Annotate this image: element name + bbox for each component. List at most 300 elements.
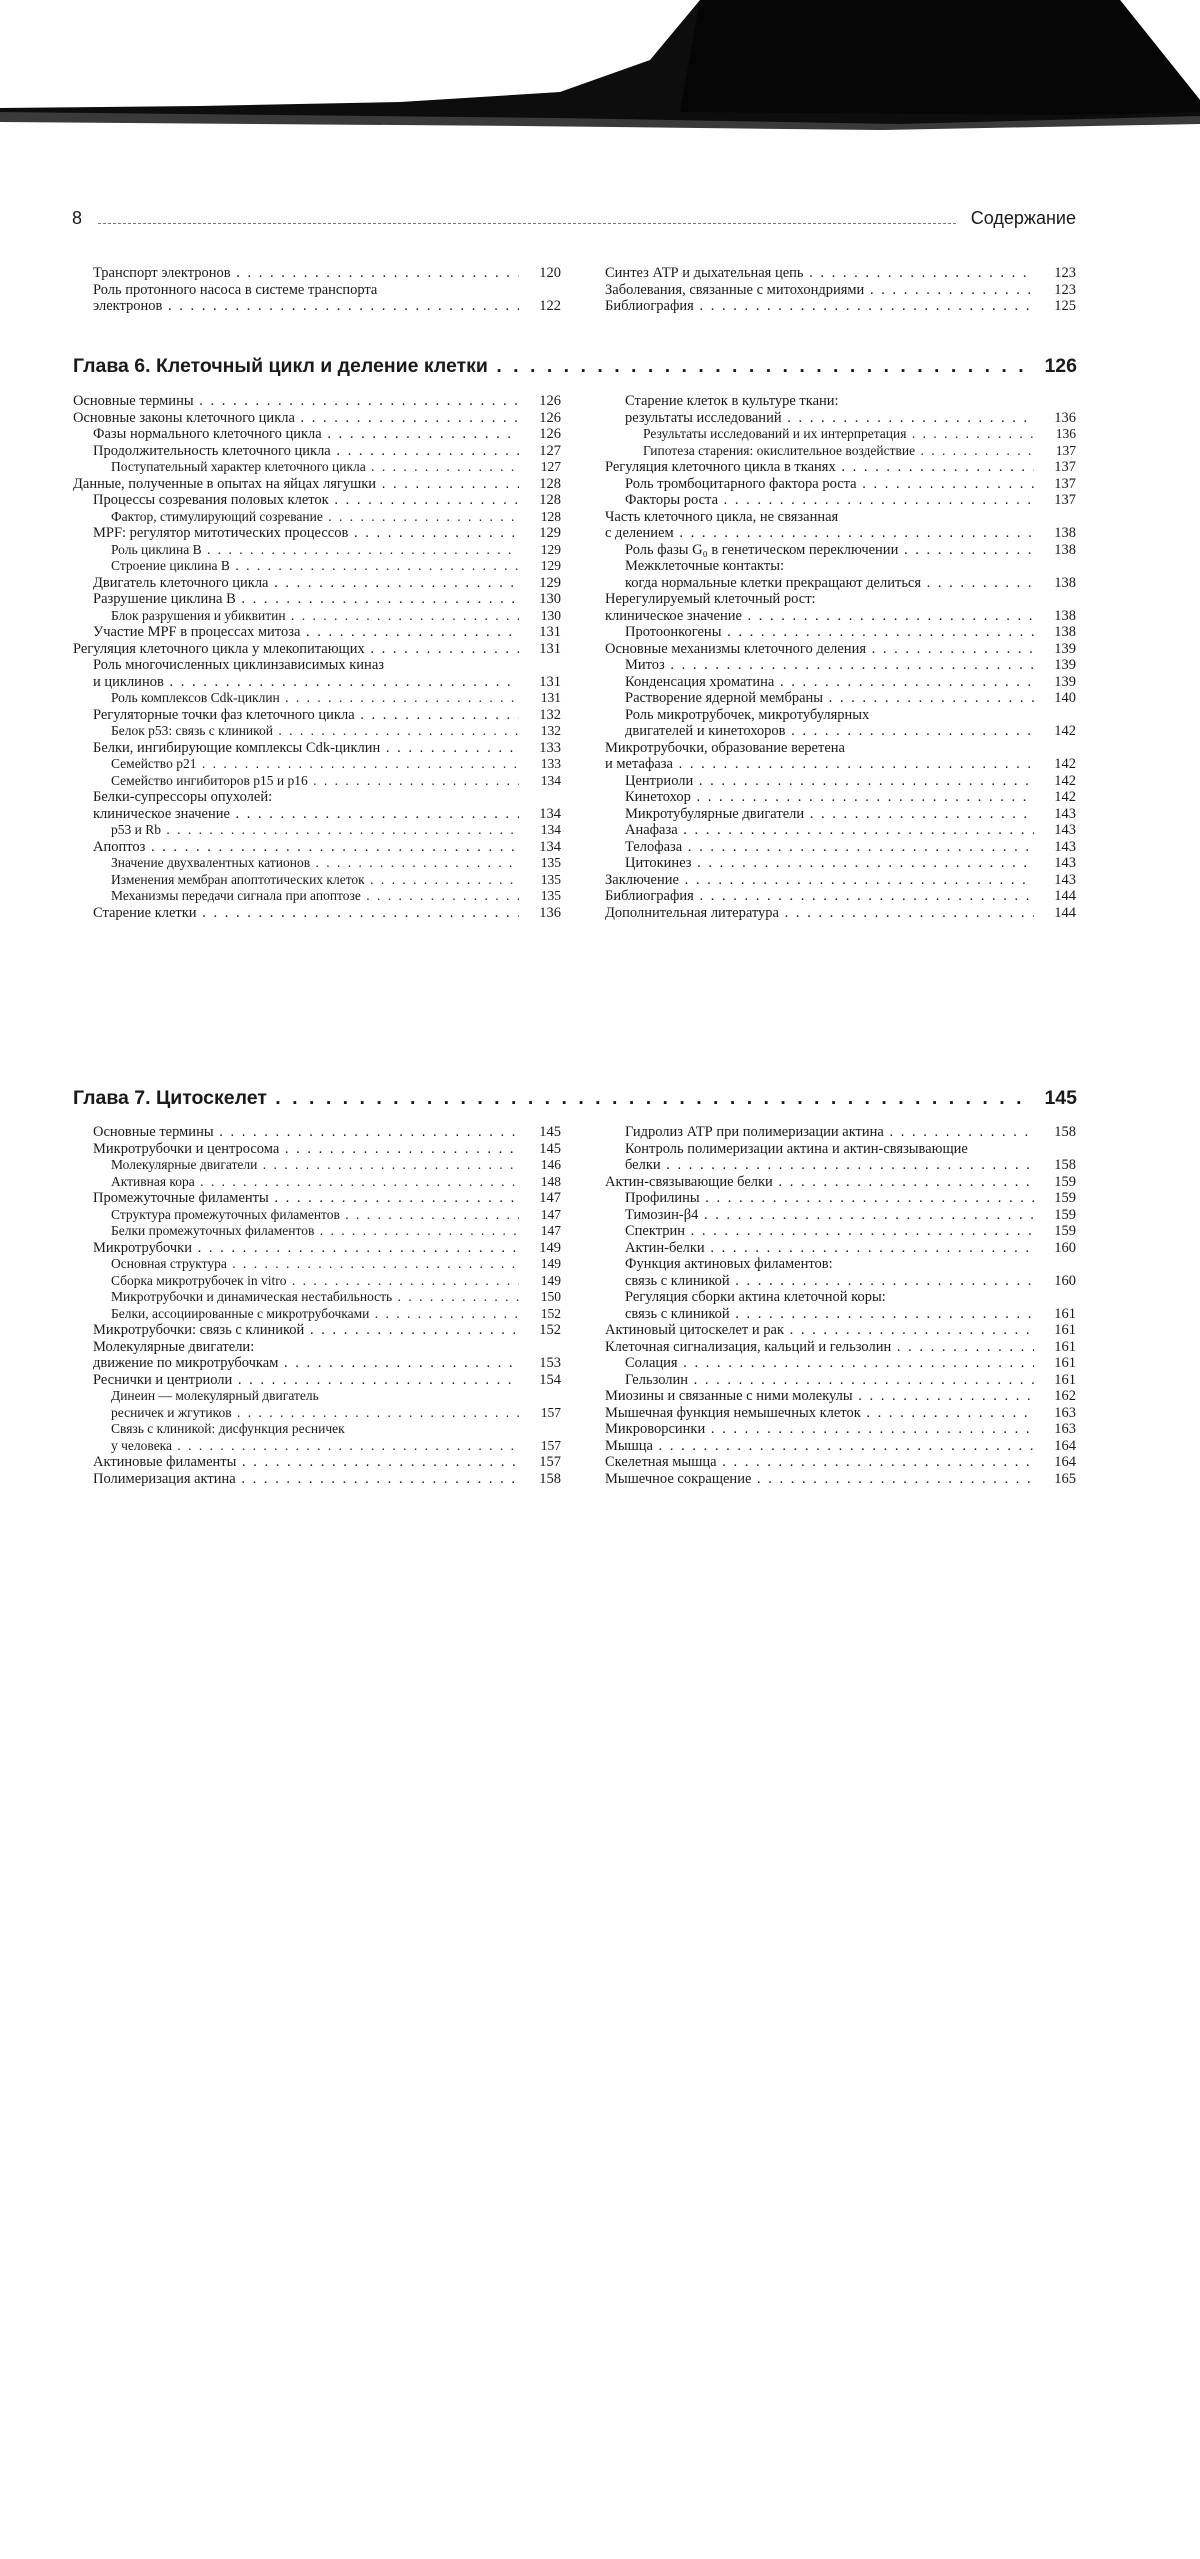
toc-entry-title: Библиография . . .: [605, 888, 1034, 905]
toc-entry-page: 159: [1036, 1174, 1076, 1191]
toc-entry-page: 157: [521, 1438, 561, 1455]
toc-entry-page: 164: [1036, 1438, 1076, 1455]
toc-entry-page: 144: [1036, 888, 1076, 905]
toc-entry[interactable]: [73, 888, 561, 905]
toc-entry-page: 133: [521, 756, 561, 773]
toc-entry-title: Мышечное сокращение . . .: [605, 1471, 1034, 1488]
toc-entry-page: 160: [1036, 1273, 1076, 1290]
toc-entry-title: Микротубулярные двигатели . . .: [625, 806, 1034, 823]
toc-entry-title: Межклеточные контакты:: [625, 558, 784, 574]
toc-entry-page: 157: [521, 1454, 561, 1471]
toc-entry-title: Протоонкогены . . .: [625, 624, 1034, 641]
toc-entry-title: клиническое значение . . .: [93, 806, 519, 823]
toc-entry-page: 128: [521, 509, 561, 526]
toc-entry-page: 142: [1036, 723, 1076, 740]
toc-entry-title: Основные термины . . .: [73, 393, 519, 410]
toc-entry[interactable]: [605, 756, 1076, 773]
toc-entry-title: Функция актиновых филаментов:: [625, 1256, 833, 1272]
toc-entry-title: Результаты исследований и их интерпретация . . .: [643, 426, 1034, 443]
toc-entry-title: Белок р53: связь с клиникой . . .: [111, 723, 519, 740]
toc-entry-page: 131: [521, 624, 561, 641]
toc-entry-title: Мышечная функция немышечных клеток . . .: [605, 1405, 1034, 1422]
toc-entry-page: 158: [521, 1471, 561, 1488]
toc-entry-page: 149: [521, 1273, 561, 1290]
toc-entry-title: у человека . . .: [111, 1438, 519, 1455]
chapter-title: Глава 6. Клеточный цикл и деление клетки . . .: [73, 355, 1025, 378]
toc-entry[interactable]: [73, 1372, 561, 1389]
toc-entry-page: 148: [521, 1174, 561, 1191]
toc-entry-page: 139: [1036, 641, 1076, 658]
toc-entry[interactable]: [605, 1388, 1076, 1405]
toc-entry: [73, 1339, 561, 1356]
toc-entry[interactable]: [605, 1157, 1076, 1174]
toc-entry-title: Телофаза . . .: [625, 839, 1034, 856]
running-title: Содержание: [970, 208, 1076, 228]
toc-entry[interactable]: [605, 674, 1076, 691]
toc-entry-page: 159: [1036, 1223, 1076, 1240]
toc-entry[interactable]: [605, 542, 1076, 559]
toc-entry-page: 131: [521, 690, 561, 707]
toc-entry[interactable]: [73, 1223, 561, 1240]
toc-entry[interactable]: [73, 393, 561, 410]
toc-entry-page: 136: [521, 905, 561, 922]
toc-entry[interactable]: [605, 657, 1076, 674]
toc-entry-title: Промежуточные филаменты . . .: [93, 1190, 519, 1207]
toc-entry[interactable]: [605, 459, 1076, 476]
toc-entry[interactable]: [73, 723, 561, 740]
toc-entry-title: Актин-белки . . .: [625, 1240, 1034, 1257]
toc-entry-page: 152: [521, 1322, 561, 1339]
toc-entry[interactable]: [73, 509, 561, 526]
toc-entry[interactable]: [73, 1471, 561, 1488]
toc-entry[interactable]: [605, 492, 1076, 509]
toc-entry-page: 134: [521, 822, 561, 839]
toc-entry[interactable]: [605, 1454, 1076, 1471]
toc-entry[interactable]: [73, 839, 561, 856]
toc-entry[interactable]: [73, 1273, 561, 1290]
toc-entry-title: Профилины . . .: [625, 1190, 1034, 1207]
toc-entry[interactable]: [605, 1174, 1076, 1191]
toc-entry[interactable]: [605, 476, 1076, 493]
toc-entry-page: 143: [1036, 839, 1076, 856]
toc-entry-title: Роль протонного насоса в системе транспорта: [93, 281, 378, 298]
toc-entry-page: 154: [521, 1372, 561, 1389]
toc-entry-title: Процессы созревания половых клеток . . .: [93, 492, 519, 509]
toc-entry[interactable]: [73, 1289, 561, 1306]
toc-entry-title: Основные законы клеточного цикла . . .: [73, 410, 519, 427]
header-rule: [98, 223, 956, 224]
toc-entry-title: Роль микротрубочек, микротубулярных: [625, 706, 870, 723]
toc-entry-title: Регуляция клеточного цикла в тканях . . .: [605, 459, 1034, 476]
toc-entry[interactable]: [73, 872, 561, 889]
toc-entry-title: Часть клеточного цикла, не связанная: [605, 508, 839, 525]
toc-entry: [605, 1256, 1076, 1273]
chapter-heading[interactable]: [73, 355, 1077, 381]
toc-entry-page: 135: [521, 888, 561, 905]
toc-entry-page: 135: [521, 855, 561, 872]
toc-entry[interactable]: [73, 1174, 561, 1191]
toc-entry[interactable]: [73, 756, 561, 773]
toc-entry[interactable]: [73, 905, 561, 922]
toc-entry-title: Миозины и связанные с ними молекулы . . .: [605, 1388, 1034, 1405]
toc-entry-title: с делением . . .: [605, 525, 1034, 542]
toc-entry-title: Молекулярные двигатели . . .: [111, 1157, 519, 1174]
toc-entry[interactable]: [605, 443, 1076, 460]
toc-entry[interactable]: [605, 1190, 1076, 1207]
toc-entry[interactable]: [73, 1256, 561, 1273]
toc-entry-page: 158: [1036, 1124, 1076, 1141]
toc-entry[interactable]: [73, 410, 561, 427]
toc-entry: [605, 558, 1076, 575]
toc-entry-title: Факторы роста . . .: [625, 492, 1034, 509]
toc-entry-page: 143: [1036, 872, 1076, 889]
toc-entry-page: 126: [521, 410, 561, 427]
toc-entry[interactable]: [73, 740, 561, 757]
toc-entry-page: 132: [521, 707, 561, 724]
toc-entry[interactable]: [73, 476, 561, 493]
toc-entry-title: двигателей и кинетохоров . . .: [625, 723, 1034, 740]
toc-entry-page: 127: [521, 459, 561, 476]
toc-entry[interactable]: [605, 410, 1076, 427]
toc-entry-page: 128: [521, 492, 561, 509]
toc-entry[interactable]: [73, 525, 561, 542]
toc-entry[interactable]: [73, 690, 561, 707]
toc-entry-page: 164: [1036, 1454, 1076, 1471]
toc-entry-page: 126: [521, 393, 561, 410]
toc-entry-title: Белки, ассоциированные с микротрубочками . . .: [111, 1306, 519, 1323]
toc-entry-title: Роль комплексов Cdk-циклин . . .: [111, 690, 519, 707]
toc-entry-title: и метафаза . . .: [605, 756, 1034, 773]
toc-entry-title: Механизмы передачи сигнала при апоптозе . . .: [111, 888, 519, 905]
toc-entry-title: Связь с клиникой: дисфункция ресничек: [111, 1421, 345, 1436]
toc-entry[interactable]: [605, 806, 1076, 823]
toc-entry-page: 161: [1036, 1322, 1076, 1339]
toc-entry[interactable]: [73, 1240, 561, 1257]
toc-entry-title: MPF: регулятор митотических процессов . . .: [93, 525, 519, 542]
toc-entry[interactable]: [605, 905, 1076, 922]
toc-entry-title: Старение клеток в культуре ткани:: [625, 393, 839, 409]
toc-entry[interactable]: [605, 1240, 1076, 1257]
toc-entry[interactable]: [73, 426, 561, 443]
toc-entry[interactable]: [73, 707, 561, 724]
toc-entry[interactable]: [605, 1405, 1076, 1422]
toc-entry[interactable]: [605, 1124, 1076, 1141]
toc-entry[interactable]: [73, 1322, 561, 1339]
toc-entry-title: результаты исследований . . .: [625, 410, 1034, 427]
toc-column-right: [605, 393, 1076, 921]
toc-entry-page: 123: [1036, 282, 1076, 299]
toc-entry[interactable]: [605, 1322, 1076, 1339]
toc-entry-title: Реснички и центриоли . . .: [93, 1372, 519, 1389]
toc-entry[interactable]: [73, 1207, 561, 1224]
toc-entry[interactable]: [73, 1141, 561, 1158]
toc-entry-page: 129: [521, 558, 561, 575]
toc-entry-page: 143: [1036, 822, 1076, 839]
toc-entry: [605, 707, 1076, 724]
toc-entry-title: Роль циклина В . . .: [111, 542, 519, 559]
toc-entry-page: 125: [1036, 298, 1076, 315]
toc-entry-page: 149: [521, 1256, 561, 1273]
toc-entry-page: 134: [521, 839, 561, 856]
toc-entry-page: 138: [1036, 608, 1076, 625]
toc-entry[interactable]: [73, 265, 561, 282]
toc-entry[interactable]: [605, 822, 1076, 839]
toc-entry-page: 120: [521, 265, 561, 282]
toc-entry-title: Участие MPF в процессах митоза . . .: [93, 624, 519, 641]
toc-entry-title: Цитокинез . . .: [625, 855, 1034, 872]
toc-entry[interactable]: [605, 773, 1076, 790]
toc-entry-title: Микроворсинки . . .: [605, 1421, 1034, 1438]
toc-entry[interactable]: [73, 1190, 561, 1207]
toc-entry: [605, 509, 1076, 526]
toc-entry-title: Микротрубочки и динамическая нестабильность . . .: [111, 1289, 519, 1306]
toc-entry-page: 161: [1036, 1306, 1076, 1323]
toc-entry[interactable]: [73, 608, 561, 625]
toc-entry-title: Старение клетки . . .: [93, 905, 519, 922]
toc-entry[interactable]: [605, 426, 1076, 443]
toc-entry[interactable]: [605, 1372, 1076, 1389]
toc-entry-page: 162: [1036, 1388, 1076, 1405]
toc-entry-page: 147: [521, 1190, 561, 1207]
toc-entry-title: электронов . . .: [93, 298, 519, 315]
toc-entry-title: Двигатель клеточного цикла . . .: [93, 575, 519, 592]
toc-entry-page: 134: [521, 773, 561, 790]
toc-entry-page: 138: [1036, 575, 1076, 592]
toc-entry[interactable]: [605, 641, 1076, 658]
toc-entry-title: Белки промежуточных филаментов . . .: [111, 1223, 519, 1240]
toc-entry: [605, 740, 1076, 757]
toc-entry-title: Регуляторные точки фаз клеточного цикла . . .: [93, 707, 519, 724]
toc-entry-page: 137: [1036, 443, 1076, 460]
toc-entry[interactable]: [605, 1355, 1076, 1372]
toc-entry: [605, 393, 1076, 410]
toc-entry[interactable]: [605, 888, 1076, 905]
toc-entry[interactable]: [73, 1355, 561, 1372]
toc-entry[interactable]: [605, 575, 1076, 592]
toc-entry-page: 130: [521, 591, 561, 608]
toc-entry-page: 146: [521, 1157, 561, 1174]
toc-entry[interactable]: [605, 298, 1076, 315]
toc-entry-page: 138: [1036, 542, 1076, 559]
toc-entry-title: Митоз . . .: [625, 657, 1034, 674]
toc-entry[interactable]: [605, 1339, 1076, 1356]
toc-entry-page: 130: [521, 608, 561, 625]
toc-entry-page: 138: [1036, 525, 1076, 542]
toc-entry-page: 136: [1036, 426, 1076, 443]
toc-entry[interactable]: [73, 641, 561, 658]
toc-entry-title: Заболевания, связанные с митохондриями . . .: [605, 282, 1034, 299]
pre-column-right: [605, 265, 1076, 315]
toc-entry[interactable]: [605, 1438, 1076, 1455]
toc-entry[interactable]: [73, 1405, 561, 1422]
toc-entry-page: 158: [1036, 1157, 1076, 1174]
toc-entry-title: Заключение . . .: [605, 872, 1034, 889]
chapter-title: Глава 7. Цитоскелет . . .: [73, 1087, 1025, 1110]
toc-entry[interactable]: [605, 525, 1076, 542]
toc-entry-title: Роль тромбоцитарного фактора роста . . .: [625, 476, 1034, 493]
toc-entry[interactable]: [73, 459, 561, 476]
toc-entry-page: 161: [1036, 1355, 1076, 1372]
toc-entry[interactable]: [73, 1306, 561, 1323]
toc-entry-title: ресничек и жгутиков . . .: [111, 1405, 519, 1422]
toc-entry-title: Апоптоз . . .: [93, 839, 519, 856]
toc-entry-page: 129: [521, 575, 561, 592]
toc-entry[interactable]: [73, 492, 561, 509]
toc-entry[interactable]: [605, 1471, 1076, 1488]
toc-entry-page: 157: [521, 1405, 561, 1422]
toc-entry-page: 132: [521, 723, 561, 740]
toc-column-left: [73, 1124, 561, 1487]
toc-entry[interactable]: [73, 855, 561, 872]
toc-entry-title: Мышца . . .: [605, 1438, 1034, 1455]
toc-entry-title: Роль многочисленных циклинзависимых киназ: [93, 657, 384, 673]
page-number: 8: [72, 208, 83, 228]
toc-entry-title: Строение циклина В . . .: [111, 558, 519, 575]
toc-entry-title: Полимеризация актина . . .: [93, 1471, 519, 1488]
toc-entry-title: Динеин — молекулярный двигатель: [111, 1388, 319, 1403]
toc-entry-page: 149: [521, 1240, 561, 1257]
toc-entry-title: Кинетохор . . .: [625, 789, 1034, 806]
toc-entry-page: 142: [1036, 789, 1076, 806]
toc-entry-title: Гельзолин . . .: [625, 1372, 1034, 1389]
toc-entry: [73, 282, 561, 299]
toc-entry-title: Сборка микротрубочек in vitro . . .: [111, 1273, 519, 1290]
chapter-heading[interactable]: [73, 1087, 1077, 1113]
toc-entry[interactable]: [605, 872, 1076, 889]
toc-entry[interactable]: [605, 723, 1076, 740]
toc-entry-title: Солация . . .: [625, 1355, 1034, 1372]
toc-entry-page: 137: [1036, 476, 1076, 493]
toc-entry[interactable]: [73, 624, 561, 641]
toc-entry-title: Фактор, стимулирующий созревание . . .: [111, 509, 519, 526]
toc-entry[interactable]: [73, 822, 561, 839]
toc-entry[interactable]: [605, 855, 1076, 872]
toc-entry-page: 163: [1036, 1405, 1076, 1422]
toc-entry[interactable]: [73, 806, 561, 823]
toc-entry-title: Анафаза . . .: [625, 822, 1034, 839]
toc-entry-page: 143: [1036, 855, 1076, 872]
toc-entry[interactable]: [73, 1124, 561, 1141]
toc-entry-title: Белки, ингибирующие комплексы Cdk-циклин . . .: [93, 740, 519, 757]
toc-entry-title: Белки-супрессоры опухолей:: [93, 789, 273, 805]
toc-entry-title: Контроль полимеризации актина и актин-связывающие: [625, 1140, 968, 1157]
toc-entry[interactable]: [73, 542, 561, 559]
toc-entry-title: Продолжительность клеточного цикла . . .: [93, 443, 519, 460]
toc-entry-title: Семейство р21 . . .: [111, 756, 519, 773]
toc-entry[interactable]: [73, 674, 561, 691]
toc-entry-page: 128: [521, 476, 561, 493]
toc-entry[interactable]: [605, 690, 1076, 707]
toc-entry-page: 161: [1036, 1339, 1076, 1356]
toc-entry-page: 140: [1036, 690, 1076, 707]
toc-entry-title: Регуляция клеточного цикла у млекопитающих . . .: [73, 641, 519, 658]
toc-entry-title: Нерегулируемый клеточный рост:: [605, 591, 816, 607]
toc-entry-title: Основная структура . . .: [111, 1256, 519, 1273]
toc-entry: [73, 1421, 561, 1438]
toc-entry[interactable]: [605, 1207, 1076, 1224]
toc-entry-page: 147: [521, 1223, 561, 1240]
toc-entry-title: связь с клиникой . . .: [625, 1273, 1034, 1290]
toc-entry-title: Микротрубочки: связь с клиникой . . .: [93, 1322, 519, 1339]
toc-entry[interactable]: [605, 624, 1076, 641]
toc-entry: [605, 1141, 1076, 1158]
toc-entry-title: Спектрин . . .: [625, 1223, 1034, 1240]
toc-entry-title: Изменения мембран апоптотических клеток . . .: [111, 872, 519, 889]
toc-entry-page: 165: [1036, 1471, 1076, 1488]
toc-entry-title: когда нормальные клетки прекращают делиться . . .: [625, 575, 1034, 592]
toc-entry[interactable]: [605, 265, 1076, 282]
scan-edge-shadow: [0, 0, 1200, 140]
toc-entry[interactable]: [605, 1223, 1076, 1240]
toc-entry-page: 126: [521, 426, 561, 443]
toc-entry-page: 133: [521, 740, 561, 757]
toc-entry-page: 136: [1036, 410, 1076, 427]
toc-entry-page: 127: [521, 443, 561, 460]
toc-entry[interactable]: [605, 282, 1076, 299]
toc-entry-page: 159: [1036, 1207, 1076, 1224]
toc-entry[interactable]: [605, 608, 1076, 625]
toc-entry-title: Микротрубочки и центросома . . .: [93, 1141, 519, 1158]
toc-entry[interactable]: [605, 1306, 1076, 1323]
toc-entry-title: Тимозин-β4 . . .: [625, 1207, 1034, 1224]
toc-entry-title: р53 и Rb . . .: [111, 822, 519, 839]
toc-entry-page: 129: [521, 542, 561, 559]
toc-entry[interactable]: [73, 1157, 561, 1174]
toc-entry-page: 150: [521, 1289, 561, 1306]
toc-entry[interactable]: [605, 789, 1076, 806]
toc-entry-title: Данные, полученные в опытах на яйцах лягушки . . .: [73, 476, 519, 493]
toc-column-right: [605, 1124, 1076, 1487]
toc-entry-title: Гидролиз АТР при полимеризации актина . . .: [625, 1124, 1034, 1141]
toc-entry[interactable]: [73, 298, 561, 315]
toc-entry-title: Транспорт электронов . . .: [93, 265, 519, 282]
toc-column-left: [73, 393, 561, 921]
toc-entry-title: Клеточная сигнализация, кальций и гельзолин . . .: [605, 1339, 1034, 1356]
toc-entry-page: 147: [521, 1207, 561, 1224]
chapter-page: 145: [1044, 1087, 1077, 1109]
toc-entry-page: 139: [1036, 674, 1076, 691]
toc-entry: [605, 1289, 1076, 1306]
toc-entry-title: Разрушение циклина В . . .: [93, 591, 519, 608]
toc-entry: [605, 591, 1076, 608]
toc-entry[interactable]: [73, 575, 561, 592]
toc-entry-title: Структура промежуточных филаментов . . .: [111, 1207, 519, 1224]
toc-entry-page: 137: [1036, 459, 1076, 476]
toc-entry-page: 131: [521, 674, 561, 691]
toc-entry: [73, 657, 561, 674]
toc-entry[interactable]: [73, 558, 561, 575]
toc-entry[interactable]: [73, 773, 561, 790]
toc-entry[interactable]: [605, 839, 1076, 856]
toc-entry[interactable]: [73, 1438, 561, 1455]
toc-entry[interactable]: [605, 1273, 1076, 1290]
toc-entry-title: клиническое значение . . .: [605, 608, 1034, 625]
toc-entry-title: Поступательный характер клеточного цикла . . .: [111, 459, 519, 476]
toc-entry-title: Конденсация хроматина . . .: [625, 674, 1034, 691]
toc-entry-page: 138: [1036, 624, 1076, 641]
toc-entry-page: 135: [521, 872, 561, 889]
toc-entry[interactable]: [73, 591, 561, 608]
toc-entry[interactable]: [73, 1454, 561, 1471]
toc-entry-title: движение по микротрубочкам . . .: [93, 1355, 519, 1372]
toc-entry-page: 153: [521, 1355, 561, 1372]
toc-entry[interactable]: [73, 443, 561, 460]
toc-entry[interactable]: [605, 1421, 1076, 1438]
toc-entry-page: 123: [1036, 265, 1076, 282]
toc-entry-title: Библиография . . .: [605, 298, 1034, 315]
toc-entry-page: 152: [521, 1306, 561, 1323]
toc-entry-title: Синтез АТР и дыхательная цепь . . .: [605, 265, 1034, 282]
